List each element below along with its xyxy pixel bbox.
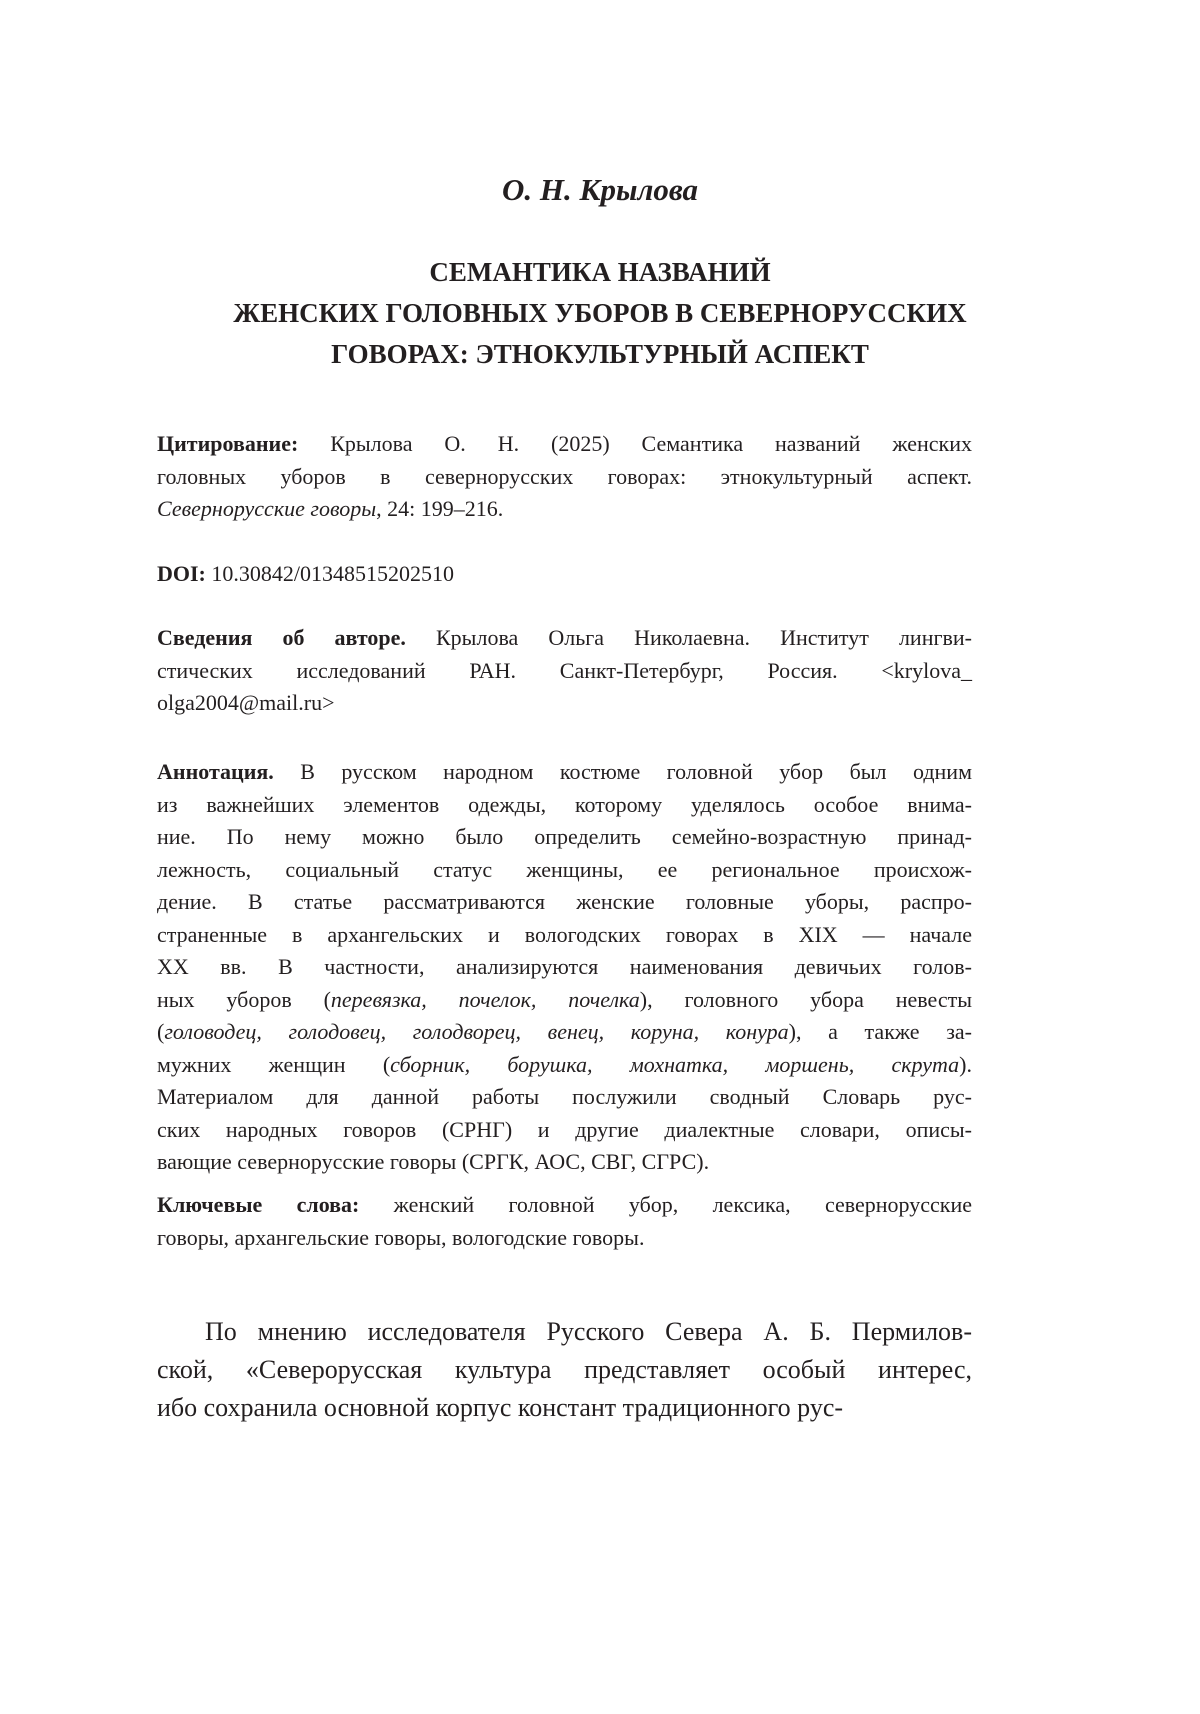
text-line [157,1049,972,1082]
text-span: стических исследований РАН. Санкт-Петербург, Россия. <krylova_ [157,657,972,683]
text-line [157,1081,972,1114]
italic-text: Севернорусские говоры [157,496,377,521]
text-line [157,919,972,952]
bold-label: DOI: [157,561,206,586]
text-line [157,687,972,720]
text-span: Крылова Ольга Николаевна. Институт лингви- [405,625,972,650]
text-line [157,1146,972,1179]
text-line [157,493,972,526]
keywords-block [157,1189,972,1254]
text-span: ской, «Северорусская культура представляет особый интерес, [157,1355,972,1384]
article-title [0,252,1200,375]
text-span: вающие севернорусские говоры (СРГК, АОС, СВГ, СГРС). [157,1149,710,1174]
text-line [157,1351,972,1389]
title-line: ГОВОРАХ: ЭТНОКУЛЬТУРНЫЙ АСПЕКТ [331,339,869,369]
text-line [157,854,972,887]
text-span: 10.30842/01348515202510 [205,561,455,586]
italic-text: сборник, борушка, мохнатка, моршень, скрута [390,1051,960,1077]
text-span: ), а также за- [788,1019,972,1044]
text-span: головных уборов в севернорусских говорах: этнокультурный аспект. [157,463,972,489]
text-line [157,1114,972,1147]
text-span: ных уборов ( [157,986,331,1012]
text-span: из важнейших элементов одежды, которому уделялось особое внима- [157,791,972,817]
bold-label: Сведения об авторе. [157,625,406,650]
title-line: ЖЕНСКИХ ГОЛОВНЫХ УБОРОВ В СЕВЕРНОРУССКИХ [233,298,967,328]
text-line [157,1189,972,1222]
bold-label: Цитирование: [157,431,299,456]
article-author: О. Н. Крылова [501,172,699,207]
text-span: По мнению исследователя Русского Севера А. Б. Пермилов- [205,1317,972,1346]
text-span: ), головного убора невесты [639,986,972,1012]
text-span: мужних женщин ( [157,1051,391,1077]
text-span: , 24: 199–216. [376,496,504,521]
text-line [157,655,972,688]
text-span: XX вв. В частности, анализируются наименования девичьих голов- [157,954,972,979]
text-span: Крылова О. Н. (2025) Семантика названий женских [298,431,972,456]
text-span: ( [157,1019,165,1044]
text-span: ибо сохранила основной корпус констант традиционного рус- [157,1393,844,1422]
text-line [157,821,972,854]
author-info-block [157,622,972,720]
text-span: ). [959,1051,972,1077]
text-line [157,1389,972,1427]
text-span: женский головной убор, лексика, севернорусские [359,1192,973,1217]
text-line [157,886,972,919]
text-line [157,1016,972,1049]
italic-text: головодец, голодовец, голодворец, венец, коруна, конура [164,1019,789,1044]
text-span: говоры, архангельские говоры, вологодские говоры. [157,1224,645,1250]
text-span: olga2004@mail.ru> [157,690,335,715]
text-line [157,984,972,1017]
body-paragraph [157,1313,972,1427]
text-span: Материалом для данной работы послужили сводный Словарь рус- [157,1084,972,1109]
text-span: дение. В статье рассматриваются женские головные уборы, распро- [157,889,972,914]
text-span: ских народных говоров (СРНГ) и другие диалектные словари, описы- [157,1116,972,1142]
text-span: страненные в архангельских и вологодских говорах в XIX — начале [157,921,972,947]
text-line [157,789,972,822]
citation-block [157,428,972,526]
text-line [157,558,972,591]
italic-text: перевязка, почелок, почелка [330,986,640,1012]
text-line [157,622,972,655]
doi-block [157,558,972,591]
bold-label: Ключевые слова: [157,1192,360,1217]
text-span: В русском народном костюме головной убор был одним [273,759,972,784]
text-span: ние. По нему можно было определить семейно-возрастную принад- [157,824,972,849]
bold-label: Аннотация. [157,759,274,784]
text-line [157,1313,972,1351]
title-line: СЕМАНТИКА НАЗВАНИЙ [429,257,771,287]
text-line [157,1222,972,1255]
text-line [157,756,972,789]
text-line [157,951,972,984]
text-line [157,461,972,494]
text-span: лежность, социальный статус женщины, ее региональное происхож- [157,856,972,882]
text-line [157,428,972,461]
annotation-block [157,756,972,1179]
